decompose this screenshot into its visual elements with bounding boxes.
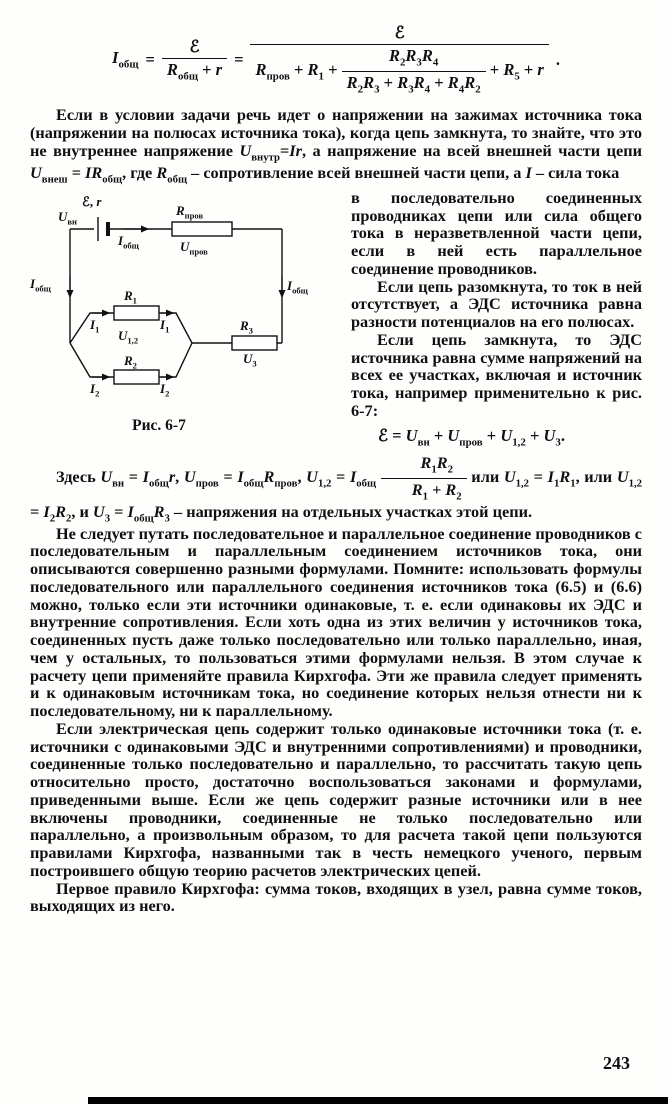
circuit-diagram <box>30 191 335 416</box>
label-u3: $U_3$ <box>243 350 257 369</box>
label-r2: $R_2$ <box>124 352 137 371</box>
resistor-rprov <box>172 222 232 236</box>
denominator-right: + $R_5 + r$ <box>489 60 544 83</box>
paragraph-6: Не следует путать последовательное и параллельное соединение проводников с последовательным и параллельным соединением источников тока, они описываются совершенно разными формулами. Помните: использовать формулы последовательного или параллельного соединения источников тока (6.5) и (6.6) можно, только если эти источники одинаковые, т. е. если одинаковы их ЭДС и внутренние сопротивления. Если хоть одна из этих величин у источников тока, соединенных пусть даже только последовательно или только параллельно, иная, чем у остальных, то пользоваться этими формулами нельзя. В этом случае к расчету цепи применяйте правила Кирхгофа. Эти же правила следует применять и к одинаковым источникам тока, но соединение которых нельзя отнести ни к последовательному, ни к параллельному. <box>30 523 642 721</box>
figure-caption: Рис. 6-7 <box>132 416 186 434</box>
resistor-r2 <box>114 370 159 384</box>
resistor-r1 <box>114 306 159 320</box>
fraction-emf-over-rtotal <box>162 38 227 83</box>
fraction-expanded <box>250 24 548 96</box>
paragraph-1: Если в условии задачи речь идет о напряжении на зажимах источника тока (напряжении на полюсах источника тока), когда цепь замкнута, то знайте, что это не внутреннее напряжение $U_{внутр}=Ir$, а напряжение на всей внешней части цепи $U_{внеш} = IR_{общ}$, где $R_{общ}$ – сопротивление всей внешней части цепи, а I – сила тока <box>30 105 642 186</box>
equals-sign: = <box>145 50 155 70</box>
fraction-nested <box>342 47 486 96</box>
paragraph-8: Первое правило Кирхгофа: сумма токов, входящих в узел, равна сумме токов, выходящих из него. <box>30 878 642 916</box>
fraction-denominator: $R_{общ} + r$ <box>166 59 223 82</box>
label-r1: $R_1$ <box>124 287 137 306</box>
paragraph-3: Если цепь разомкнута, то ток в ней отсутствует, а ЭДС источника равна разности потенциалов на его полюсах. <box>351 276 642 332</box>
label-u-vn: $U_{вн}$ <box>58 208 77 227</box>
scan-edge-artifact <box>88 1097 668 1104</box>
fraction-denominator: $R_2R_3 + R_3R_4 + R_4R_2$ <box>346 73 481 96</box>
paragraph-7: Если электрическая цепь содержит только одинаковые источники тока (т. е. источники с одинаковыми ЭДС и внутренними сопротивлениями) и проводники, соединенные только последовательно и параллельно, то рассчитать такую цепь относительно просто, достаточно воспользоваться законами и формулами, приведенными выше. Если же цепь содержит разные источники или в нее включены проводники, соединенные не только последовательно или параллельно, а произвольным образом, то для расчета такой цепи пользуются правилами Кирхгофа, названными так в честь немецкого ученого, первым построившего общую теорию расчетов электрических цепей. <box>30 718 642 880</box>
paragraph-2: в последовательно соединенных проводниках цепи или сила общего тока в неразветвленной части цепи, если в ней есть параллельное соединение проводников. <box>351 187 642 278</box>
label-i1-right: $I_1$ <box>160 316 170 335</box>
label-i2-left: $I_2$ <box>90 380 100 399</box>
fraction-denominator <box>250 45 548 96</box>
fraction-numerator: ℰ <box>250 24 548 45</box>
period: . <box>555 50 560 70</box>
label-r-prov: $R_{пров}$ <box>176 202 204 221</box>
label-r3: $R_3$ <box>240 317 253 336</box>
label-i-total-top: $I_{общ}$ <box>118 232 139 251</box>
paragraph-4: Если цепь замкнута, то ЭДС источника равна сумме напряжений на всех ее участках, включая и источник тока, например применительно к рис. 6-7: <box>351 329 642 420</box>
formula-emf-sum: ℰ = $U_{вн} + U_{пров} + U_{1,2} + U_3$. <box>378 425 565 448</box>
figure-section <box>30 189 642 449</box>
label-u-prov: $U_{пров}$ <box>180 238 208 257</box>
fraction-numerator: ℰ <box>162 38 227 59</box>
label-i-total-left: $I_{общ}$ <box>30 275 51 294</box>
denominator-left: $R_{пров} + R_1$ + <box>255 60 338 83</box>
formula-lhs: $I_{общ}$ <box>112 48 139 71</box>
paragraph-5: Здесь $U_{вн} = I_{общ}r$, $U_{пров} = I_{общ}R_{пров}$, $U_{1,2} = I_{общ}$ $\frac{R_1R_2}{R_1 + R_2}$ или $U_{1,2} = I_1R_1$, или $U_{1,2} = I_2R_2$, и $U_3 = I_{общ}R_3$ – напряжения на отдельных участках этой цепи. <box>30 452 643 524</box>
page-number: 243 <box>603 1053 630 1074</box>
figure-6-7 <box>30 191 339 435</box>
fraction-numerator: $R_2R_3R_4$ <box>342 47 486 72</box>
label-i1-left: $I_1$ <box>90 316 100 335</box>
label-emf: ℰ, r <box>82 193 102 209</box>
formula-main <box>30 24 642 96</box>
equals-sign: = <box>234 50 244 70</box>
label-i-total-right: $I_{общ}$ <box>287 277 308 296</box>
label-i2-right: $I_2$ <box>160 380 170 399</box>
resistor-r3 <box>232 336 277 350</box>
label-u12: $U_{1,2}$ <box>118 327 139 346</box>
